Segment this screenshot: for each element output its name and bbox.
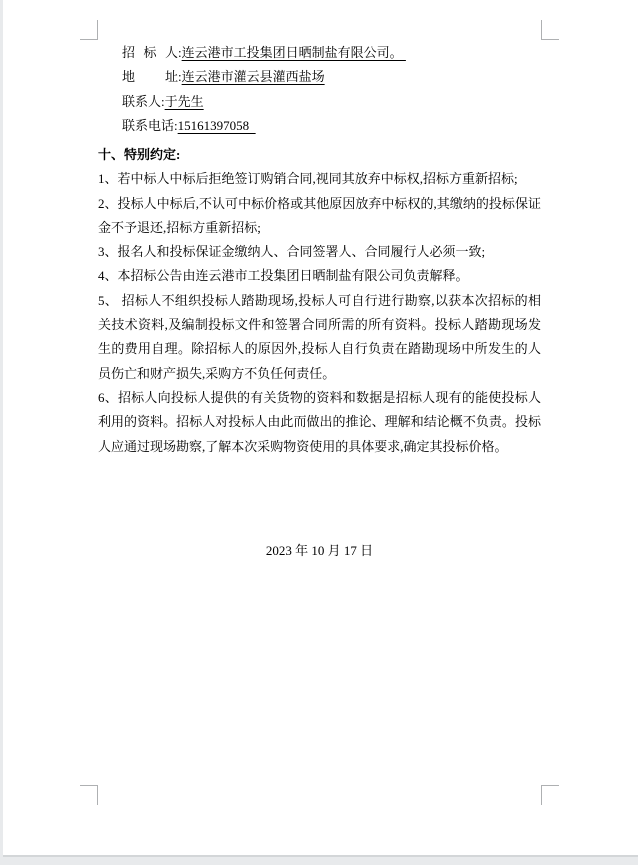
tenderer-value: 连云港市工投集团日晒制盐有限公司。 — [181, 45, 406, 60]
term-item-6: 6、招标人向投标人提供的有关货物的资料和数据是招标人现有的能使投标人利用的资料。招标人对投标人由此而做出的推论、理解和结论概不负责。投标人应通过现场勘察,了解本次采购物资使用的具体要求,确定其投标价格。 — [98, 389, 541, 454]
contact-phone-value: 15161397058 — [177, 117, 256, 133]
margin-crop-mark-top-left — [80, 20, 98, 40]
special-terms-heading: 十、特别约定: — [98, 147, 181, 162]
contact-phone-colon: : — [174, 117, 178, 133]
contact-person-row — [98, 90, 541, 114]
tenderer-colon: : — [178, 45, 182, 60]
contact-person-label: 联系人 — [122, 93, 162, 109]
contact-person-value: 于先生 — [164, 93, 204, 109]
margin-crop-mark-bottom-left — [80, 785, 98, 805]
address-label: 地址 — [122, 69, 178, 85]
term-item-4: 4、本招标公告由连云港市工投集团日晒制盐有限公司负责解释。 — [98, 268, 469, 284]
document-page[interactable] — [3, 0, 638, 857]
term-item-3: 3、报名人和投标保证金缴纳人、合同签署人、合同履行人必须一致; — [98, 244, 486, 260]
margin-crop-mark-bottom-right — [541, 785, 559, 805]
date-line: 2023 年 10 月 17 日 — [265, 543, 374, 558]
address-row — [98, 65, 541, 89]
address-value: 连云港市灌云县灌西盐场 — [181, 69, 325, 85]
tenderer-row — [98, 41, 541, 65]
special-terms-section — [98, 143, 541, 459]
term-item-2: 2、投标人中标后,不认可中标价格或其他原因放弃中标权的,其缴纳的投标保证金不予退还,招标方重新招标; — [98, 195, 541, 235]
term-item-1: 1、若中标人中标后拒绝签订购销合同,视同其放弃中标权,招标方重新招标; — [98, 171, 518, 187]
address-colon: : — [178, 69, 182, 85]
contact-block — [98, 41, 541, 138]
term-item-5: 5、 招标人不组织投标人踏勘现场,投标人可自行进行勘察,以获本次招标的相关技术资料,及编制投标文件和签署合同所需的所有资料。投标人踏勘现场发生的费用自理。除招标人的原因外,投标人自行负责在踏勘现场中所发生的人员伤亡和财产损失,采购方不负任何责任。 — [98, 292, 541, 381]
margin-crop-mark-top-right — [541, 20, 559, 40]
contact-person-colon: : — [161, 93, 165, 109]
contact-phone-label: 联系电话 — [122, 117, 175, 133]
contact-phone-row — [98, 114, 541, 138]
tenderer-label: 招标人 — [122, 45, 178, 60]
